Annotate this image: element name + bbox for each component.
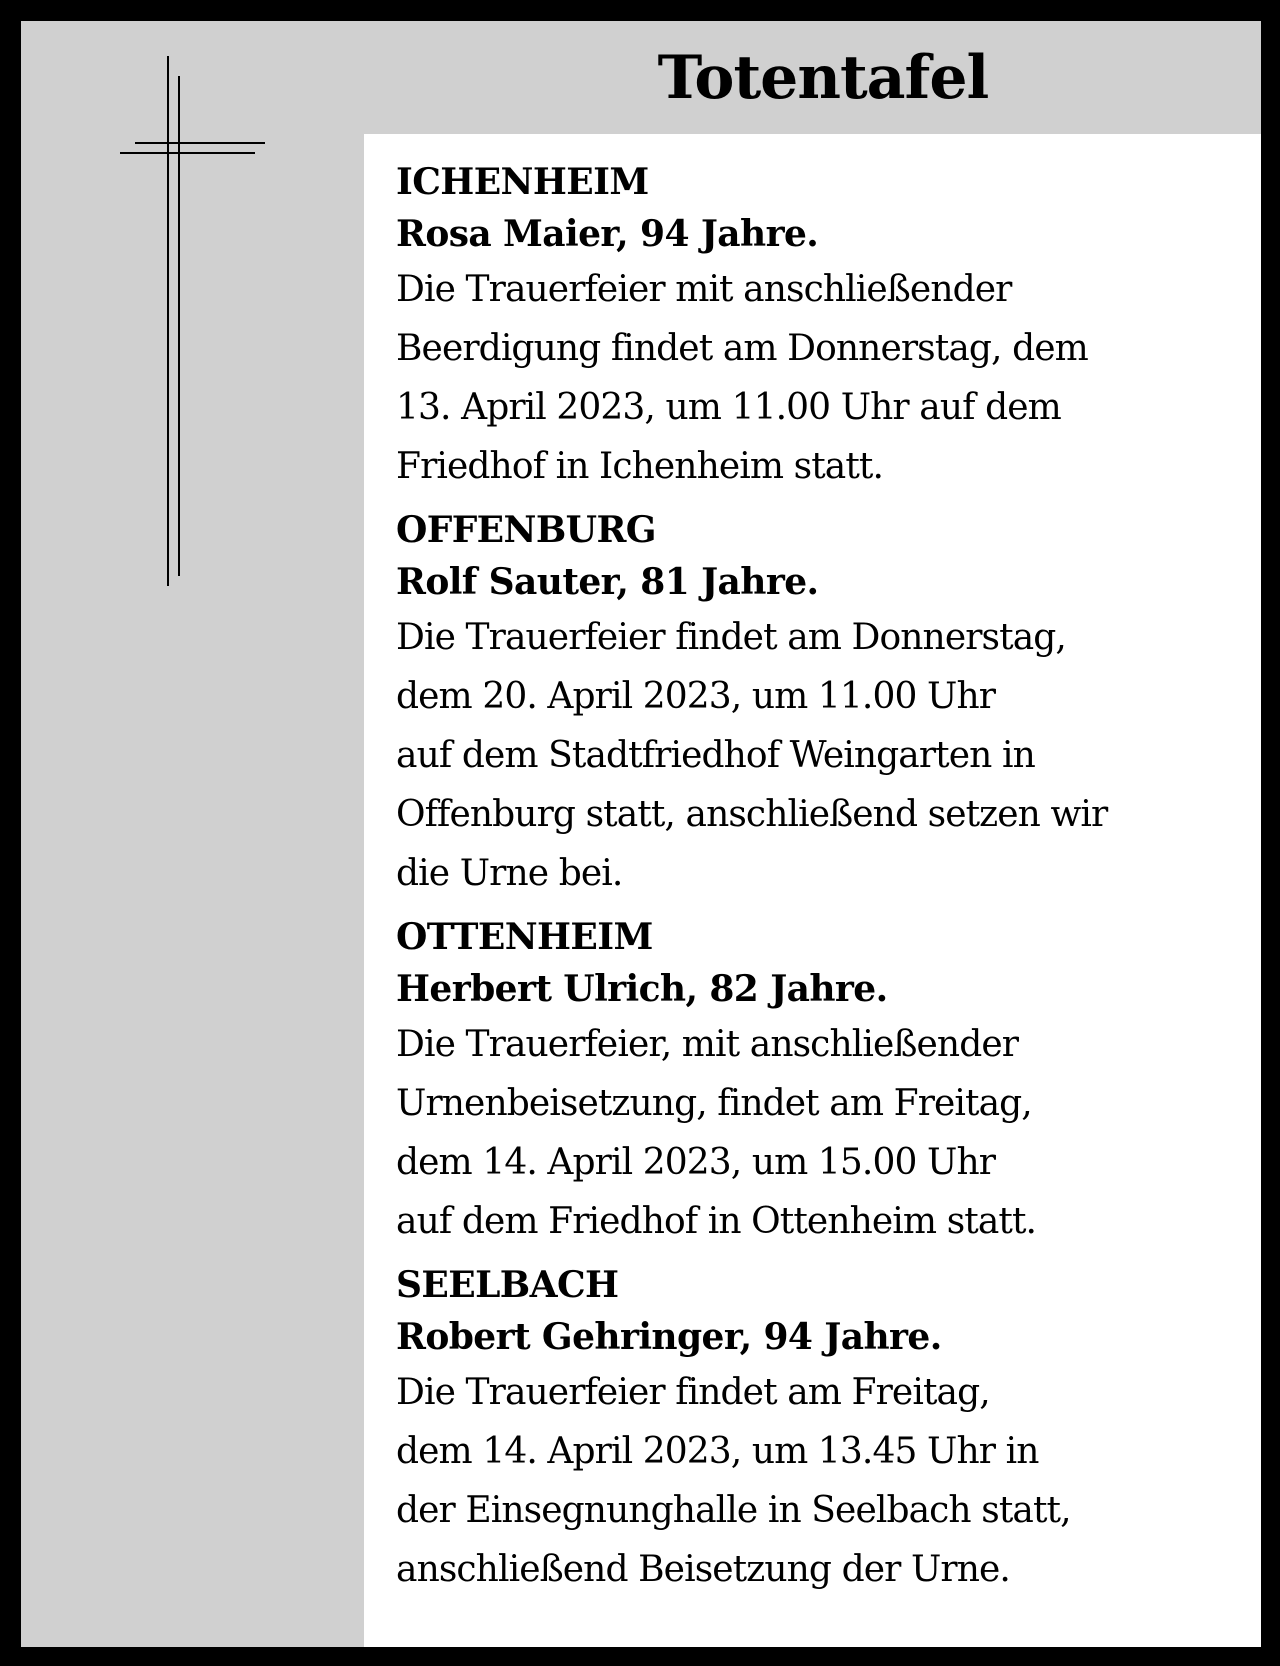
entry-text-line: Offenburg statt, anschließend setzen wir: [396, 794, 1108, 835]
entry-text-line: auf dem Friedhof in Ottenheim statt.: [396, 1201, 1037, 1242]
entry-place: SEELBACH: [396, 1264, 619, 1306]
entry-name: Rosa Maier, 94 Jahre.: [396, 213, 819, 255]
entry-text-line: Die Trauerfeier, mit anschließender: [396, 1024, 1019, 1065]
entry-place: ICHENHEIM: [396, 161, 649, 203]
entry-text-line: Die Trauerfeier mit anschließender: [396, 269, 1012, 310]
entry-text-line: die Urne bei.: [396, 853, 623, 894]
entry-text-line: dem 20. April 2023, um 11.00 Uhr: [396, 676, 996, 717]
entry-text-line: Beerdigung findet am Donnerstag, dem: [396, 328, 1088, 369]
entry-text-line: dem 14. April 2023, um 15.00 Uhr: [396, 1142, 996, 1183]
obituary-board: [21, 21, 1261, 1647]
entry-text-line: auf dem Stadtfriedhof Weingarten in: [396, 735, 1035, 776]
entry-text-line: 13. April 2023, um 11.00 Uhr auf dem: [396, 387, 1061, 428]
entry-name: Robert Gehringer, 94 Jahre.: [396, 1316, 942, 1358]
entry-text-line: Urnenbeisetzung, findet am Freitag,: [396, 1083, 1032, 1124]
obituary-entry: [396, 156, 1241, 496]
entry-text-line: Die Trauerfeier findet am Freitag,: [396, 1372, 990, 1413]
obituary-entry: [396, 504, 1241, 903]
entry-name: Rolf Sauter, 81 Jahre.: [396, 561, 819, 603]
entry-name: Herbert Ulrich, 82 Jahre.: [396, 968, 888, 1010]
cross-icon: [105, 56, 275, 606]
entry-text-line: Die Trauerfeier findet am Donnerstag,: [396, 617, 1066, 658]
entry-text-line: anschließend Beisetzung der Urne.: [396, 1549, 1010, 1590]
obituary-list: [364, 134, 1261, 1647]
entry-text-line: Friedhof in Ichenheim statt.: [396, 446, 884, 487]
entry-text-line: dem 14. April 2023, um 13.45 Uhr in: [396, 1431, 1039, 1472]
entry-place: OTTENHEIM: [396, 916, 653, 958]
entry-place: OFFENBURG: [396, 509, 656, 551]
obituary-entry: [396, 1259, 1241, 1599]
entry-text-line: der Einsegnunghalle in Seelbach statt,: [396, 1490, 1071, 1531]
page-title: Totentafel: [657, 42, 989, 113]
obituary-entry: [396, 911, 1241, 1251]
